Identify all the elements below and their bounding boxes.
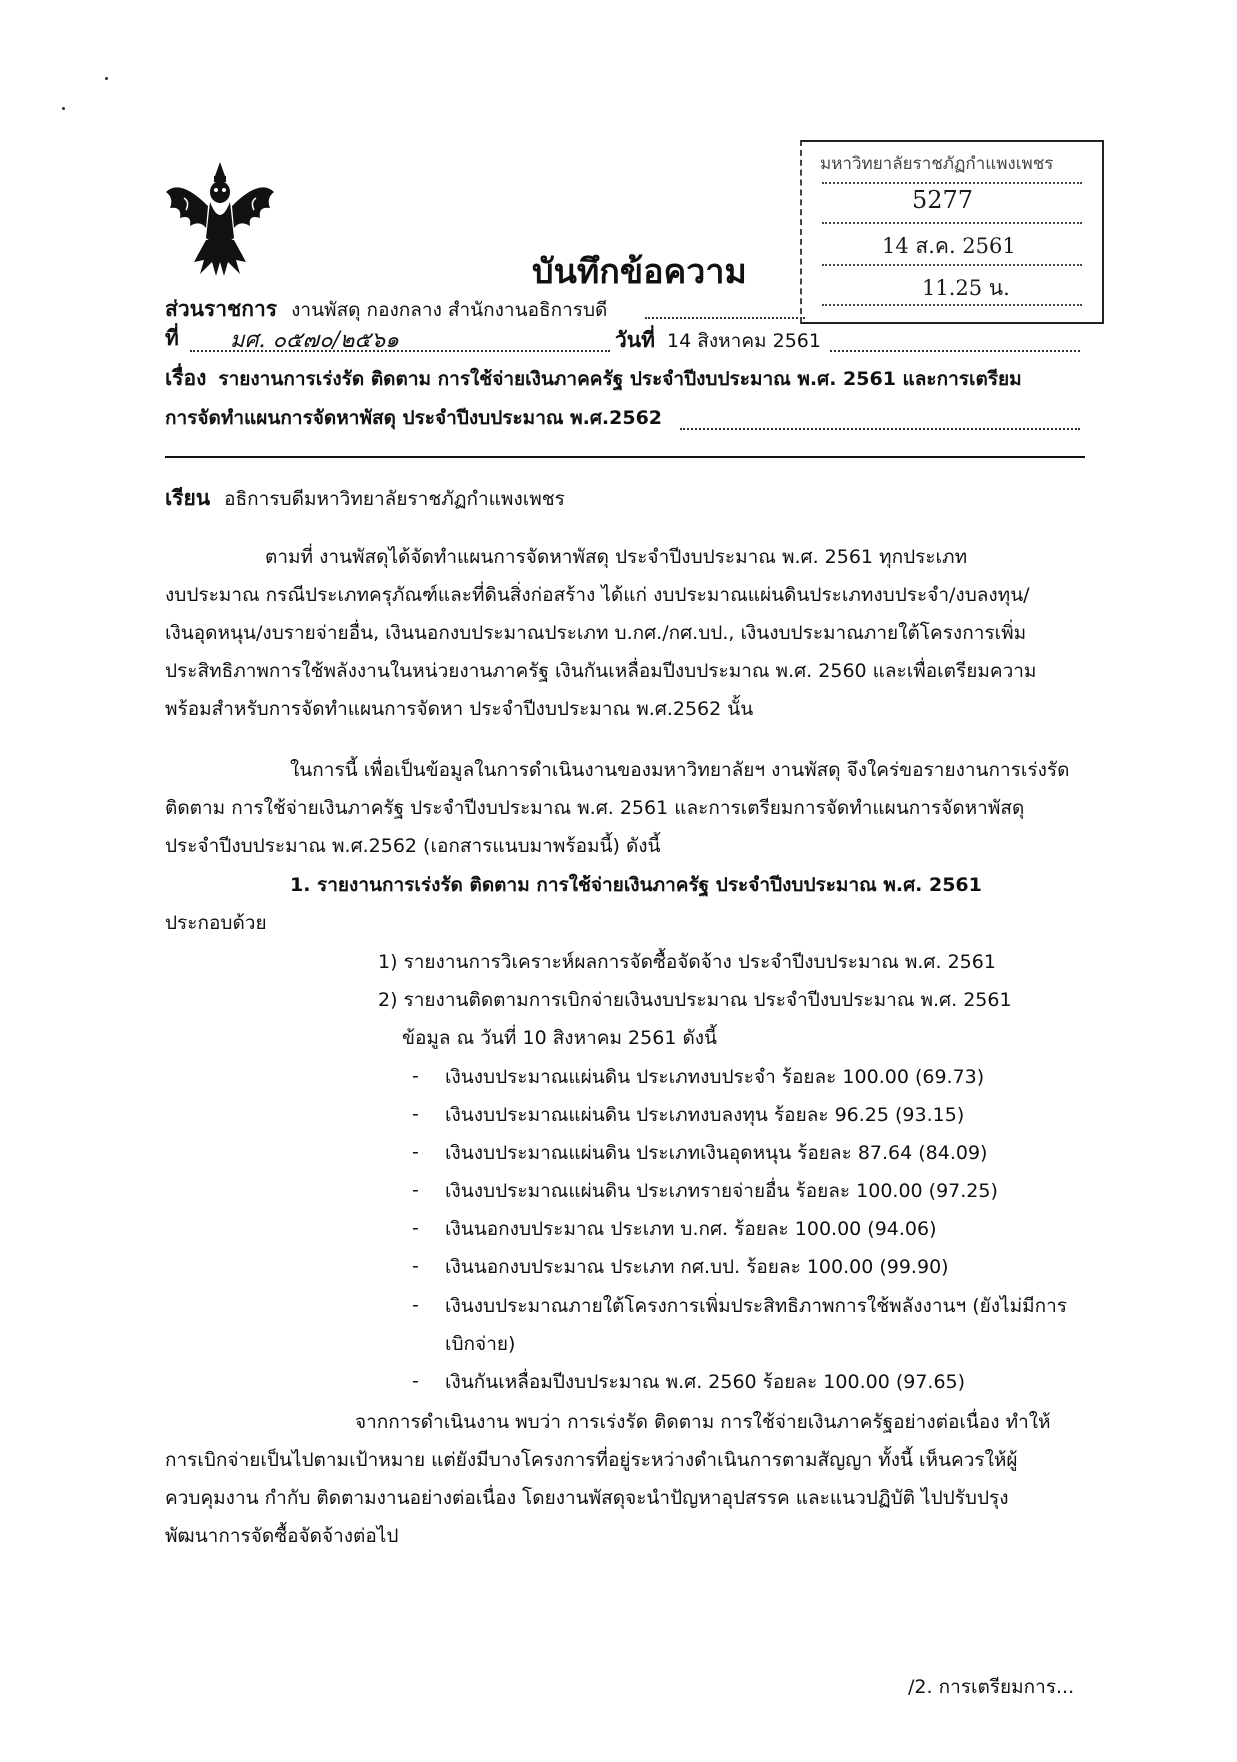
- bullet-dash: -: [412, 1370, 419, 1392]
- para3-line: ควบคุมงาน กำกับ ติดตามงานอย่างต่อเนื่อง โดยงานพัสดุจะนำปัญหาอุปสรรค และแนวปฏิบัติ ไปปรับปรุง: [165, 1487, 1009, 1509]
- agency-line: [165, 297, 607, 322]
- data-as-of: ข้อมูล ณ วันที่ 10 สิงหาคม 2561 ดังนี้: [402, 1027, 718, 1049]
- bullet-dash: -: [412, 1141, 419, 1163]
- bullet-item: เงินงบประมาณแผ่นดิน ประเภทงบประจำ ร้อยละ 100.00 (69.73): [445, 1066, 985, 1088]
- bullet-item: เงินงบประมาณแผ่นดิน ประเภทเงินอุดหนุน ร้อยละ 87.64 (84.09): [445, 1142, 988, 1164]
- section1-cont: ประกอบด้วย: [165, 912, 267, 934]
- ref-label: ที่: [165, 326, 179, 350]
- para3-line: พัฒนาการจัดซื้อจัดจ้างต่อไป: [165, 1525, 399, 1547]
- bullet-item: เงินนอกงบประมาณ ประเภท กศ.บป. ร้อยละ 100.00 (99.90): [445, 1256, 949, 1278]
- bullet-dash: -: [412, 1103, 419, 1125]
- date-value: 14 สิงหาคม 2561: [667, 330, 821, 352]
- bullet-item: เงินกันเหลื่อมปีงบประมาณ พ.ศ. 2560 ร้อยละ 100.00 (97.65): [445, 1371, 966, 1393]
- bullet-item: เงินนอกงบประมาณ ประเภท บ.กศ. ร้อยละ 100.00 (94.06): [445, 1218, 937, 1240]
- bullet-dash: -: [412, 1294, 419, 1316]
- subject-line-1: [165, 366, 1022, 391]
- ref-value: มศ. ๐๕๗๐/๒๕๖๑: [230, 328, 399, 353]
- para2-line: ติดตาม การใช้จ่ายเงินภาครัฐ ประจำปีงบประมาณ พ.ศ. 2561 และการเตรียมการจัดทำแผนการจัดหาพัสดุ: [165, 797, 1025, 819]
- para2-line: ประจำปีงบประมาณ พ.ศ.2562 (เอกสารแนบมาพร้อมนี้) ดังนี้: [165, 835, 661, 857]
- para1-line: พร้อมสำหรับการจัดทำแผนการจัดหา ประจำปีงบประมาณ พ.ศ.2562 นั้น: [165, 698, 754, 720]
- bullet-dash: -: [412, 1065, 419, 1087]
- para3-line: การเบิกจ่ายเป็นไปตามเป้าหมาย แต่ยังมีบางโครงการที่อยู่ระหว่างดำเนินการตามสัญญา ทั้งนี้ เห็นควรให้ผู้: [165, 1449, 1018, 1471]
- subject-text-2: การจัดทำแผนการจัดหาพัสดุ ประจำปีงบประมาณ พ.ศ.2562: [165, 407, 663, 429]
- subject-text-1: รายงานการเร่งรัด ติดตาม การใช้จ่ายเงินภาคครัฐ ประจำปีงบประมาณ พ.ศ. 2561 และการเตรียม: [218, 368, 1022, 390]
- para1-line: เงินอุดหนุน/งบรายจ่ายอื่น, เงินนอกงบประมาณประเภท บ.กศ./กศ.บป., เงินงบประมาณภายใต้โครงการเพิ่ม: [165, 622, 1027, 644]
- para1-line: งบประมาณ กรณีประเภทครุภัณฑ์และที่ดินสิ่งก่อสร้าง ได้แก่ งบประมาณแผ่นดินประเภทงบประจำ/งบลงทุน/: [165, 584, 1030, 606]
- garuda-emblem-icon: [160, 158, 280, 283]
- bullet-item: เงินงบประมาณภายใต้โครงการเพิ่มประสิทธิภาพการใช้พลังงานฯ (ยังไม่มีการ: [445, 1295, 1067, 1317]
- bullet-item: เงินงบประมาณแผ่นดิน ประเภทรายจ่ายอื่น ร้อยละ 100.00 (97.25): [445, 1180, 998, 1202]
- date-line: [615, 328, 821, 353]
- bullet-item: เงินงบประมาณแผ่นดิน ประเภทงบลงทุน ร้อยละ 96.25 (93.15): [445, 1104, 965, 1126]
- section1-heading: 1. รายงานการเร่งรัด ติดตาม การใช้จ่ายเงินภาครัฐ ประจำปีงบประมาณ พ.ศ. 2561: [290, 874, 982, 896]
- salutation-line: [165, 486, 565, 511]
- subject-label: เรื่อง: [165, 366, 207, 390]
- report-item: 1) รายงานการวิเคราะห์ผลการจัดซื้อจัดจ้าง ประจำปีงบประมาณ พ.ศ. 2561: [378, 951, 996, 973]
- bullet-dash: -: [412, 1217, 419, 1239]
- receipt-stamp: [800, 140, 1104, 324]
- bullet-item-cont: เบิกจ่าย): [445, 1333, 516, 1355]
- date-label: วันที่: [615, 328, 655, 352]
- stamp-org: มหาวิทยาลัยราชภัฏกำแพงเพชร: [820, 154, 1054, 174]
- memo-title: บันทึกข้อความ: [532, 252, 747, 292]
- agency-label: ส่วนราชการ: [165, 297, 278, 321]
- agency-value: งานพัสดุ กองกลาง สำนักงานอธิการบดี: [291, 299, 608, 321]
- salutation-value: อธิการบดีมหาวิทยาลัยราชภัฏกำแพงเพชร: [224, 488, 565, 510]
- para1-line: ตามที่ งานพัสดุได้จัดทำแผนการจัดหาพัสดุ ประจำปีงบประมาณ พ.ศ. 2561 ทุกประเภท: [265, 546, 968, 568]
- stamp-number: 5277: [912, 186, 974, 214]
- para3-line: จากการดำเนินงาน พบว่า การเร่งรัด ติดตาม การใช้จ่ายเงินภาครัฐอย่างต่อเนื่อง ทำให้: [355, 1411, 1051, 1433]
- para2-line: ในการนี้ เพื่อเป็นข้อมูลในการดำเนินงานของมหาวิทยาลัยฯ งานพัสดุ จึงใคร่ขอรายงานการเร่งรัด: [290, 759, 1070, 781]
- bullet-dash: -: [412, 1255, 419, 1277]
- report-item: 2) รายงานติดตามการเบิกจ่ายเงินงบประมาณ ประจำปีงบประมาณ พ.ศ. 2561: [378, 989, 1012, 1011]
- bullet-dash: -: [412, 1179, 419, 1201]
- header-divider: [165, 456, 1085, 458]
- page-continuation: /2. การเตรียมการ...: [908, 1676, 1075, 1698]
- stamp-date: 14 ส.ค. 2561: [882, 234, 1016, 258]
- salutation-label: เรียน: [165, 486, 211, 510]
- stamp-time: 11.25 น.: [922, 276, 1010, 300]
- para1-line: ประสิทธิภาพการใช้พลังงานในหน่วยงานภาครัฐ เงินกันเหลื่อมปีงบประมาณ พ.ศ. 2560 และเพื่อเตรียมความ: [165, 660, 1037, 682]
